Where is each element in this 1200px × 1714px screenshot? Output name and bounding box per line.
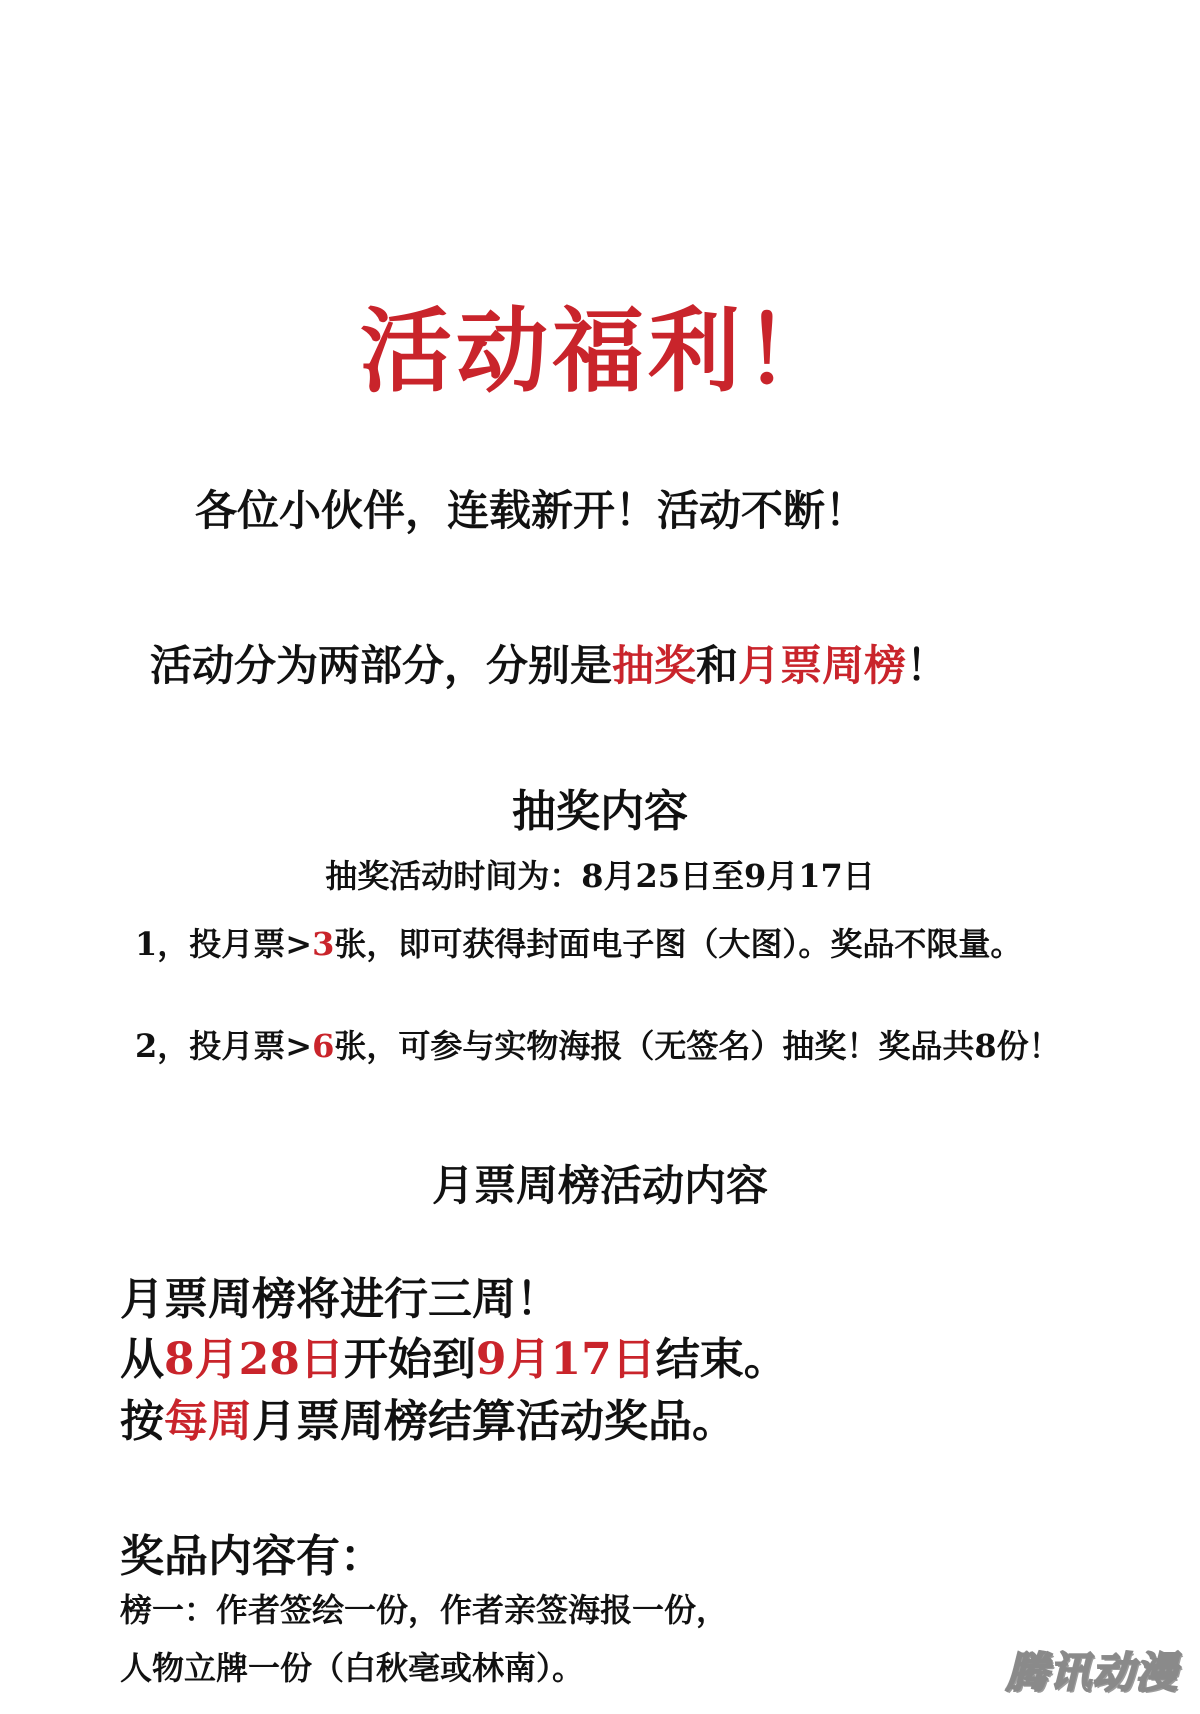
- prize-line-1: 榜一：作者签绘一份，作者亲签海报一份，: [120, 1591, 729, 1629]
- prize-line-2: 人物立牌一份（白秋亳或林南）。: [120, 1649, 585, 1687]
- weekly-end-date: 9月17日: [475, 1334, 656, 1385]
- weekly-line-2-text-a: 从: [120, 1334, 164, 1385]
- lottery-rule-1-text-b: 张，即可获得封面电子图（大图）。奖品不限量。: [334, 925, 1023, 963]
- lottery-rule-2-text-a: 2，投月票>: [135, 1027, 313, 1065]
- weekly-line-2-text-c: 结束。: [655, 1334, 788, 1385]
- intro-highlight-lottery: 抽奖: [612, 641, 697, 690]
- intro-line-2: [150, 641, 949, 690]
- lottery-rule-1: [135, 925, 1023, 963]
- weekly-line-2-text-b: 开始到: [343, 1334, 476, 1385]
- weekly-heading: 月票周榜活动内容: [431, 1161, 768, 1210]
- lottery-rule-2-number: 6: [312, 1027, 335, 1065]
- intro-line-2-text-c: 和: [696, 641, 739, 690]
- intro-line-2-text-e: ！: [906, 641, 949, 690]
- lottery-rule-2: [135, 1027, 1061, 1065]
- intro-highlight-weekly: 月票周榜: [738, 641, 907, 690]
- page-title: 活动福利！: [359, 297, 840, 405]
- lottery-rule-2-text-b: 张，可参与实物海报（无签名）抽奖！奖品共8份！: [334, 1027, 1061, 1065]
- weekly-start-date: 8月28日: [164, 1334, 344, 1385]
- weekly-line-1: 月票周榜将进行三周！: [120, 1274, 560, 1325]
- prizes-heading: 奖品内容有：: [120, 1531, 384, 1582]
- weekly-highlight-each-week: 每周: [164, 1396, 252, 1447]
- watermark-logo: 腾讯动漫: [1005, 1648, 1178, 1697]
- lottery-heading: 抽奖内容: [512, 786, 688, 837]
- weekly-line-3: [120, 1396, 736, 1447]
- lottery-rule-1-number: 3: [312, 925, 335, 963]
- weekly-line-3-text-a: 按: [120, 1396, 164, 1447]
- weekly-line-2: [120, 1334, 788, 1385]
- lottery-rule-1-text-a: 1，投月票>: [135, 925, 313, 963]
- lottery-time: 抽奖活动时间为：8月25日至9月17日: [325, 857, 875, 895]
- intro-line-1: 各位小伙伴，连载新开！活动不断！: [195, 486, 868, 535]
- intro-line-2-text-a: 活动分为两部分，分别是: [150, 641, 613, 690]
- weekly-line-3-text-b: 月票周榜结算活动奖品。: [252, 1396, 736, 1447]
